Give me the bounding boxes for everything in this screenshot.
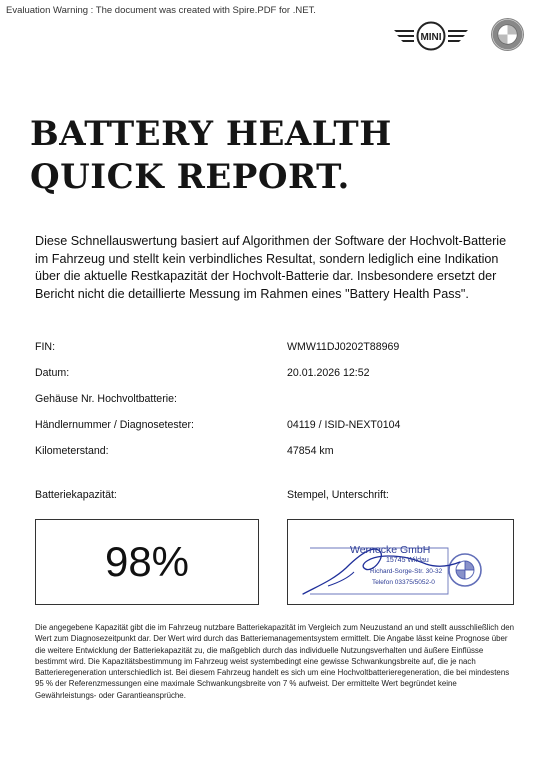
bmw-logo-icon xyxy=(490,17,525,52)
signature-box xyxy=(287,519,514,605)
title-line-1: BATTERY HEALTH xyxy=(30,114,392,154)
kilometerstand-label: Kilometerstand: xyxy=(35,445,109,457)
report-title xyxy=(30,113,392,199)
datum-value: 20.01.2026 12:52 xyxy=(287,367,370,379)
evaluation-warning: Evaluation Warning : The document was created with Spire.PDF for .NET. xyxy=(6,5,316,16)
haendler-label: Händlernummer / Diagnosetester: xyxy=(35,419,194,431)
disclaimer-paragraph: Die angegebene Kapazität gibt die im Fahrzeug nutzbare Batteriekapazität im Vergleich zum Neuzustand an und stellt ausschließlich den Wert zum Diagnosezeitpunkt dar. Der Wert wird durch das Batteriemanagementsystem ermittelt. Die Angabe lässt keine Prognose über die weitere Entwicklung der Batteriekapazität zu, die maßgeblich durch das individuelle Nutzungsverhalten und äußere Einflüsse bestimmt wird. Die Kapazitätsbestimmung im Fahrzeug weist systembedingt eine gewisse Schwankungsbreite auf, die je nach Batterieregeneration unterschiedlich ist. Bei diesem Fahrzeug handelt es sich um eine Hochvoltbatterieregeneration, die bei mindestens 95 % der Referenzmessungen eine maximale Schwankungsbreite von 7 % aufweist. Der ermittelte Wert begründet keine Gewährleistungs- oder Garantieansprüche. xyxy=(35,623,514,700)
capacity-value: 98% xyxy=(104,538,190,585)
capacity-label: Batteriekapazität: xyxy=(35,489,117,501)
signature-label: Stempel, Unterschrift: xyxy=(287,489,389,501)
gehaeuse-label: Gehäuse Nr. Hochvoltbatterie: xyxy=(35,393,177,405)
kilometerstand-value: 47854 km xyxy=(287,445,334,457)
fin-value: WMW11DJ0202T88969 xyxy=(287,341,400,353)
datum-label: Datum: xyxy=(35,367,70,379)
capacity-box xyxy=(35,519,259,605)
haendler-value: 04119 / ISID-NEXT0104 xyxy=(287,419,401,431)
stamp-zip-city: 15745 Wildau xyxy=(386,557,429,564)
stamp-street: Richard-Sorge-Str. 30-32 xyxy=(370,568,443,575)
title-line-2: QUICK REPORT. xyxy=(30,157,350,197)
fin-label: FIN: xyxy=(35,341,56,353)
stamp-phone: Telefon 03375/5052-0 xyxy=(372,579,435,586)
stamp-company-name: Wernecke GmbH xyxy=(350,544,431,556)
mini-logo-text: MINI xyxy=(420,32,442,43)
intro-paragraph: Diese Schnellauswertung basiert auf Algorithmen der Software der Hochvolt-Batterie im Fahrzeug und stellt kein verbindliches Resultat, sondern lediglich eine Indikation über die aktuelle Restkapazität der Hochvolt-Batterie dar. Insbesondere ersetzt der Bericht nicht die detaillierte Messung im Rahmen eines "Battery Health Pass". xyxy=(35,234,507,301)
mini-logo-icon xyxy=(392,21,470,51)
